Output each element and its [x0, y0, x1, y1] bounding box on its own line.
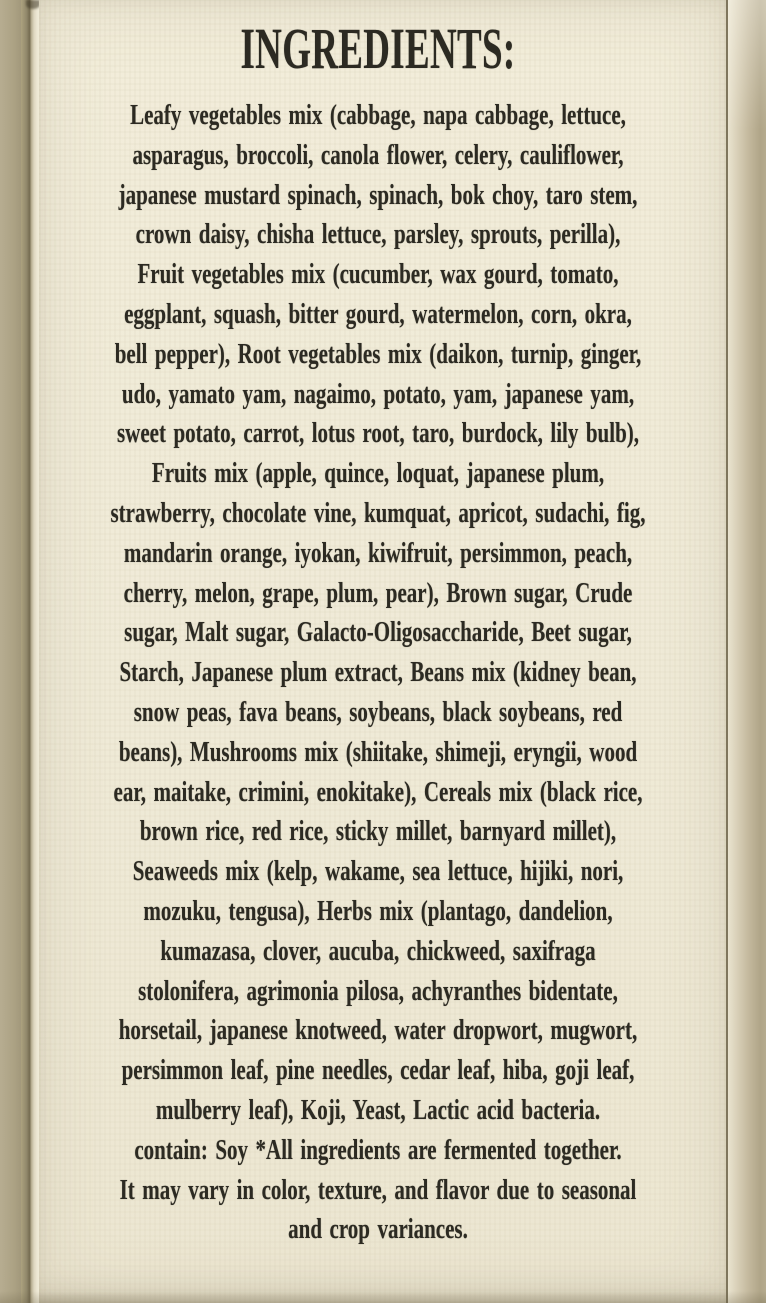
ingredients-line: brown rice, red rice, sticky millet, barnyard millet),	[139, 816, 617, 848]
ingredients-line: It may vary in color, texture, and flavor due to seasonal	[119, 1174, 637, 1206]
ingredients-line: eggplant, squash, bitter gourd, watermelon, corn, okra,	[124, 298, 632, 330]
ingredients-line: cherry, melon, grape, plum, pear), Brown sugar, Crude	[123, 577, 633, 609]
ingredients-line: mulberry leaf), Koji, Yeast, Lactic acid bacteria.	[155, 1094, 601, 1126]
ingredients-lines	[3, 96, 753, 1250]
ingredients-line: japanese mustard spinach, spinach, bok choy, taro stem,	[118, 179, 638, 211]
ingredients-line: strawberry, chocolate vine, kumquat, apricot, sudachi, fig,	[110, 497, 646, 529]
ingredients-line: and crop variances.	[288, 1214, 468, 1246]
ingredients-line: contain: Soy *All ingredients are fermented together.	[134, 1134, 622, 1166]
ingredients-line: Starch, Japanese plum extract, Beans mix (kidney bean,	[119, 657, 637, 689]
ingredients-line: horsetail, japanese knotweed, water dropwort, mugwort,	[118, 1015, 638, 1047]
ingredients-line: snow peas, fava beans, soybeans, black soybeans, red	[133, 696, 623, 728]
ingredients-title: INGREDIENTS:	[240, 16, 516, 81]
ingredients-line: mozuku, tengusa), Herbs mix (plantago, dandelion,	[143, 895, 613, 927]
ingredients-line: udo, yamato yam, nagaimo, potato, yam, japanese yam,	[121, 378, 635, 410]
ingredients-line: mandarin orange, iyokan, kiwifruit, persimmon, peach,	[123, 537, 633, 569]
ingredients-line: stolonifera, agrimonia pilosa, achyranthes bidentate,	[138, 975, 618, 1007]
ingredients-line: Fruits mix (apple, quince, loquat, japanese plum,	[151, 458, 605, 490]
ingredients-line: persimmon leaf, pine needles, cedar leaf, hiba, goji leaf,	[121, 1055, 635, 1087]
ingredients-line: crown daisy, chisha lettuce, parsley, sprouts, perilla),	[135, 219, 621, 251]
ingredients-line: beans), Mushrooms mix (shiitake, shimeji, eryngii, wood	[118, 736, 638, 768]
ingredients-line: ear, maitake, crimini, enokitake), Cereals mix (black rice,	[113, 776, 643, 808]
ingredients-line: kumazasa, clover, aucuba, chickweed, saxifraga	[160, 935, 596, 967]
ingredients-line: asparagus, broccoli, canola flower, celery, cauliflower,	[132, 139, 624, 171]
photo-bottom-shadow	[0, 1291, 766, 1303]
ingredients-line: Leafy vegetables mix (cabbage, napa cabbage, lettuce,	[130, 100, 626, 131]
ingredients-text-block	[3, 0, 753, 1250]
ingredients-line: bell pepper), Root vegetables mix (daikon, turnip, ginger,	[114, 338, 642, 370]
ingredients-line: sweet potato, carrot, lotus root, taro, burdock, lily bulb),	[117, 418, 639, 450]
ingredients-line: Seaweeds mix (kelp, wakame, sea lettuce, hijiki, nori,	[132, 856, 624, 888]
ingredients-line: sugar, Malt sugar, Galacto-Oligosaccharide, Beet sugar,	[124, 617, 632, 649]
ingredients-line: Fruit vegetables mix (cucumber, wax gourd, tomato,	[137, 259, 619, 291]
